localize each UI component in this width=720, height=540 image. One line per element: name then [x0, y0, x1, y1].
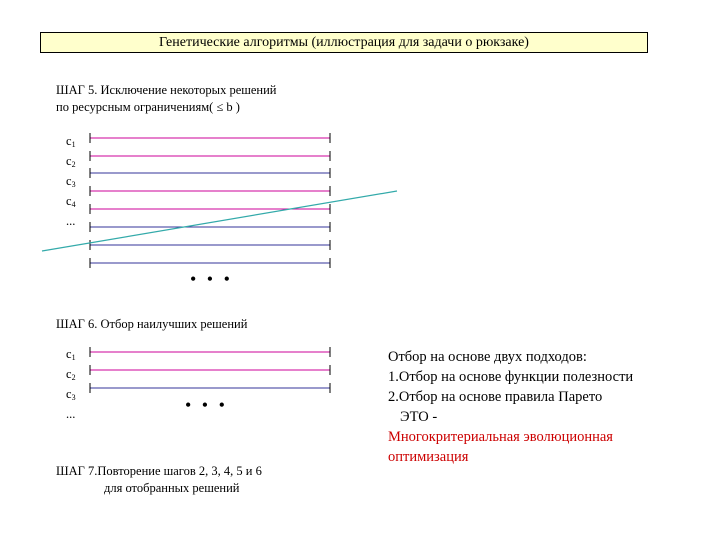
chromosome-line [90, 258, 330, 268]
constraint-line [42, 191, 397, 251]
step5-label-c4: $c_4$ [66, 194, 76, 209]
note-line4: ЭТО - [400, 409, 438, 425]
chromosome-line [90, 186, 330, 196]
step5-label-c1: $c_1$ [66, 134, 76, 149]
chromosome-line [90, 168, 330, 178]
step6-label-c2: $c_2$ [66, 367, 76, 382]
step5-dots: • • • [190, 269, 233, 289]
note-line6: оптимизация [388, 449, 469, 465]
chromosome-line [90, 347, 330, 357]
chromosome-line [90, 383, 330, 393]
note-line1: Отбор на основе двух подходов: [388, 349, 587, 365]
page-title: Генетические алгоритмы (иллюстрация для задачи о рюкзаке) [159, 35, 529, 50]
step6-line1: ШАГ 6. Отбор наилучших решений [56, 317, 248, 331]
step7-line1: ШАГ 7.Повторение шагов 2, 3, 4, 5 и 6 [56, 464, 262, 478]
step6-label-c3: $c_3$ [66, 387, 76, 402]
chromosome-line [90, 365, 330, 375]
step5-line1: ШАГ 5. Исключение некоторых решений [56, 83, 277, 97]
step6-dots: • • • [185, 395, 228, 415]
note-line3: 2.Отбор на основе правила Парето [388, 389, 603, 405]
chromosome-line [90, 151, 330, 161]
step5-label-c2: $c_2$ [66, 154, 76, 169]
chromosome-line [90, 222, 330, 232]
chromosome-line [90, 133, 330, 143]
note-line2: 1.Отбор на основе функции полезности [388, 369, 634, 385]
step7-line2: для отобранных решений [104, 481, 240, 495]
note-line5: Многокритериальная эволюционная [388, 429, 613, 445]
step5-label-c3: $c_3$ [66, 174, 76, 189]
step5-chromosomes [90, 133, 330, 268]
chromosome-line [90, 240, 330, 250]
step6-label-c1: $c_1$ [66, 347, 76, 362]
step5-label-more: ... [66, 214, 76, 228]
step6-chromosomes [90, 347, 330, 393]
step6-label-more: ... [66, 407, 76, 421]
step5-line2: по ресурсным ограничениям( ≤ b ) [56, 100, 240, 114]
